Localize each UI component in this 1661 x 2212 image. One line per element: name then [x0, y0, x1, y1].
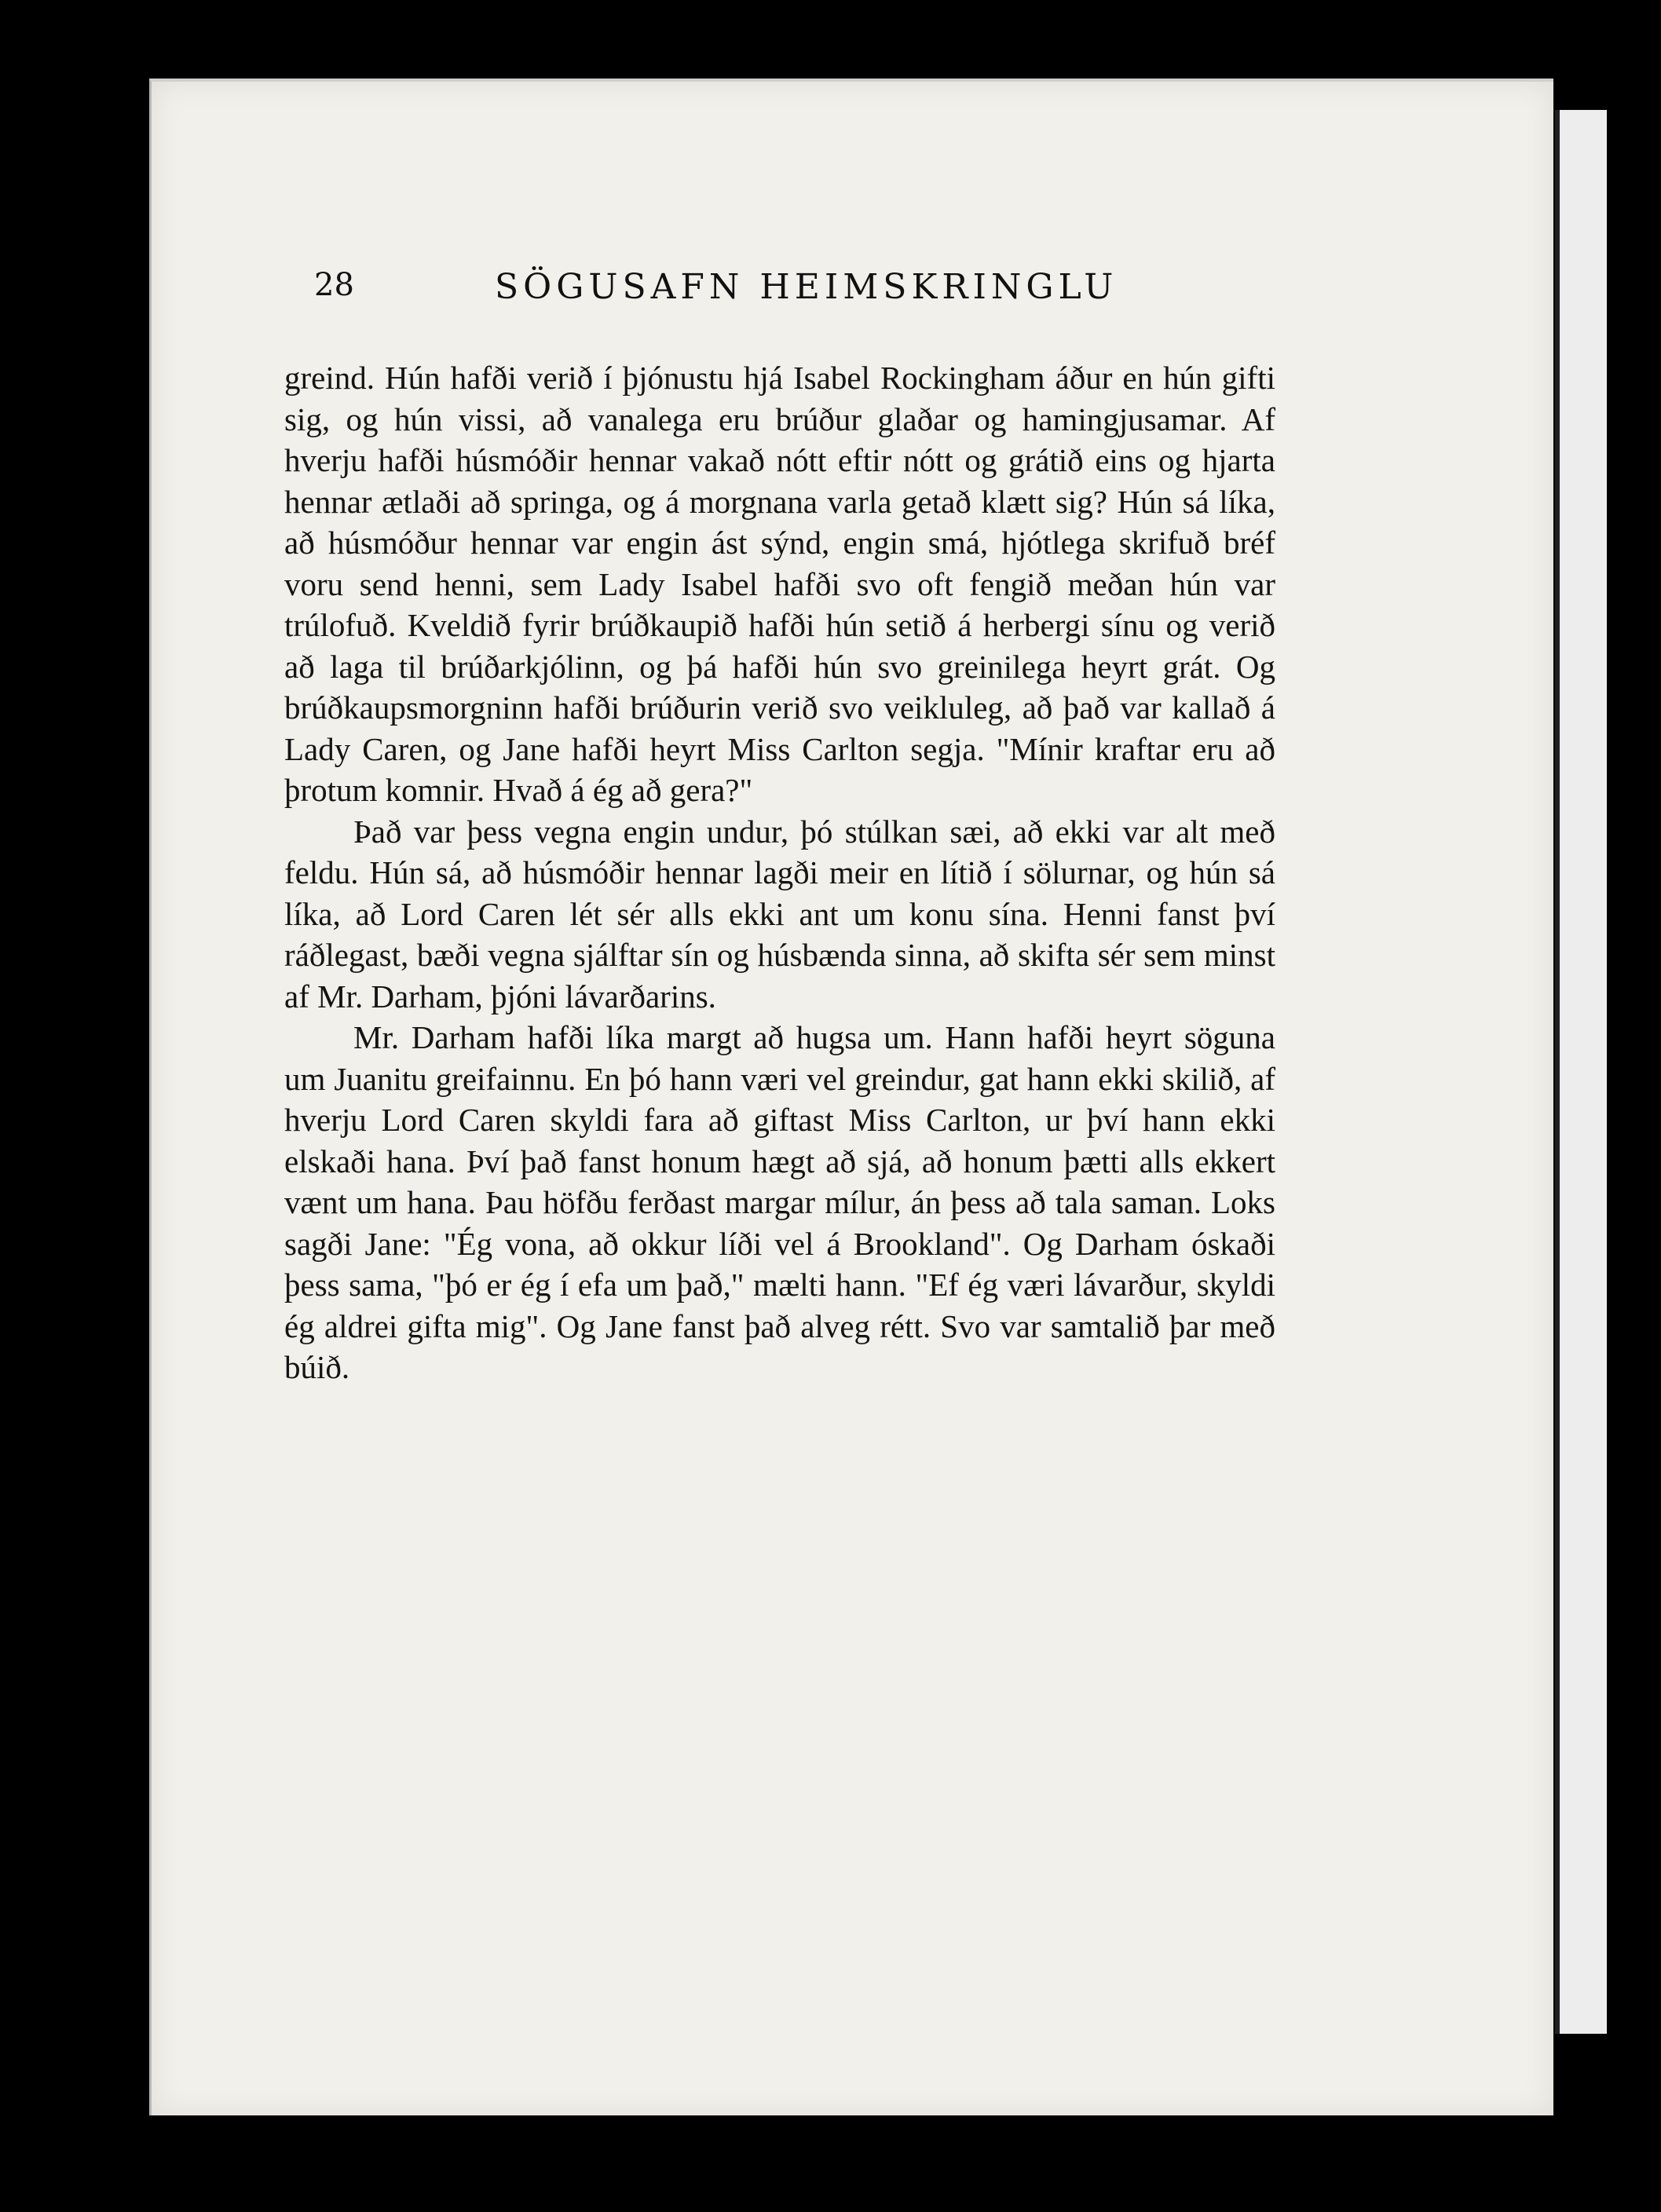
- paragraph-2: Það var þess vegna engin undur, þó stúlkan sæi, að ekki var alt með feldu. Hún sá, að húsmóðir hennar lagði meir en lítið í sölurnar, og hún sá líka, að Lord Caren lét sér alls ekki ant um konu sína. Henni fanst því ráðlegast, bæði vegna sjálftar sín og húsbænda sinna, að skifta sér sem minst af Mr. Darham, þjóni lávarðarins.: [284, 813, 1275, 1015]
- page-number: 28: [314, 267, 354, 303]
- page-header: [314, 267, 1280, 322]
- facing-page-edge: [1555, 110, 1607, 2034]
- running-title: SÖGUSAFN HEIMSKRINGLU: [495, 267, 1118, 307]
- paragraph-3: Mr. Darham hafði líka margt að hugsa um. Hann hafði heyrt söguna um Juanitu greifainnu. En þó hann væri vel greindur, gat hann ekki skilið, af hverju Lord Caren skyldi fara að giftast Miss Carlton, ur því hann ekki elskaði hana. Því það fanst honum hægt að sjá, að honum þætti alls ekkert vænt um hana. Þau höfðu ferðast margar mílur, án þess að tala saman. Loks sagði Jane: "Ég vona, að okkur líði vel á Brookland". Og Darham óskaði þess sama, "þó er ég í efa um það," mælti hann. "Ef ég væri lávarður, skyldi ég aldrei gifta mig". Og Jane fanst það alveg rétt. Svo var samtalið þar með búið.: [284, 1019, 1275, 1385]
- paragraph-1: greind. Hún hafði verið í þjónustu hjá Isabel Rockingham áður en hún gifti sig, og hún vissi, að vanalega eru brúður glaðar og hamingjusamar. Af hverju hafði húsmóðir hennar vakað nótt eftir nótt og grátið eins og hjarta hennar ætlaði að springa, og á morgnana varla getað klætt sig? Hún sá líka, að húsmóður hennar var engin ást sýnd, engin smá, hjótlega skrifuð bréf voru send henni, sem Lady Isabel hafði svo oft fengið meðan hún var trúlofuð. Kveldið fyrir brúðkaupið hafði hún setið á herbergi sínu og verið að laga til brúðarkjólinn, og þá hafði hún svo greinilega heyrt grát. Og brúðkaupsmorgninn hafði brúðurin verið svo veikluleg, að það var kallað á Lady Caren, og Jane hafði heyrt Miss Carlton segja. "Mínir kraftar eru að þrotum komnir. Hvað á ég að gera?": [284, 360, 1275, 808]
- body-text: [284, 357, 1275, 1388]
